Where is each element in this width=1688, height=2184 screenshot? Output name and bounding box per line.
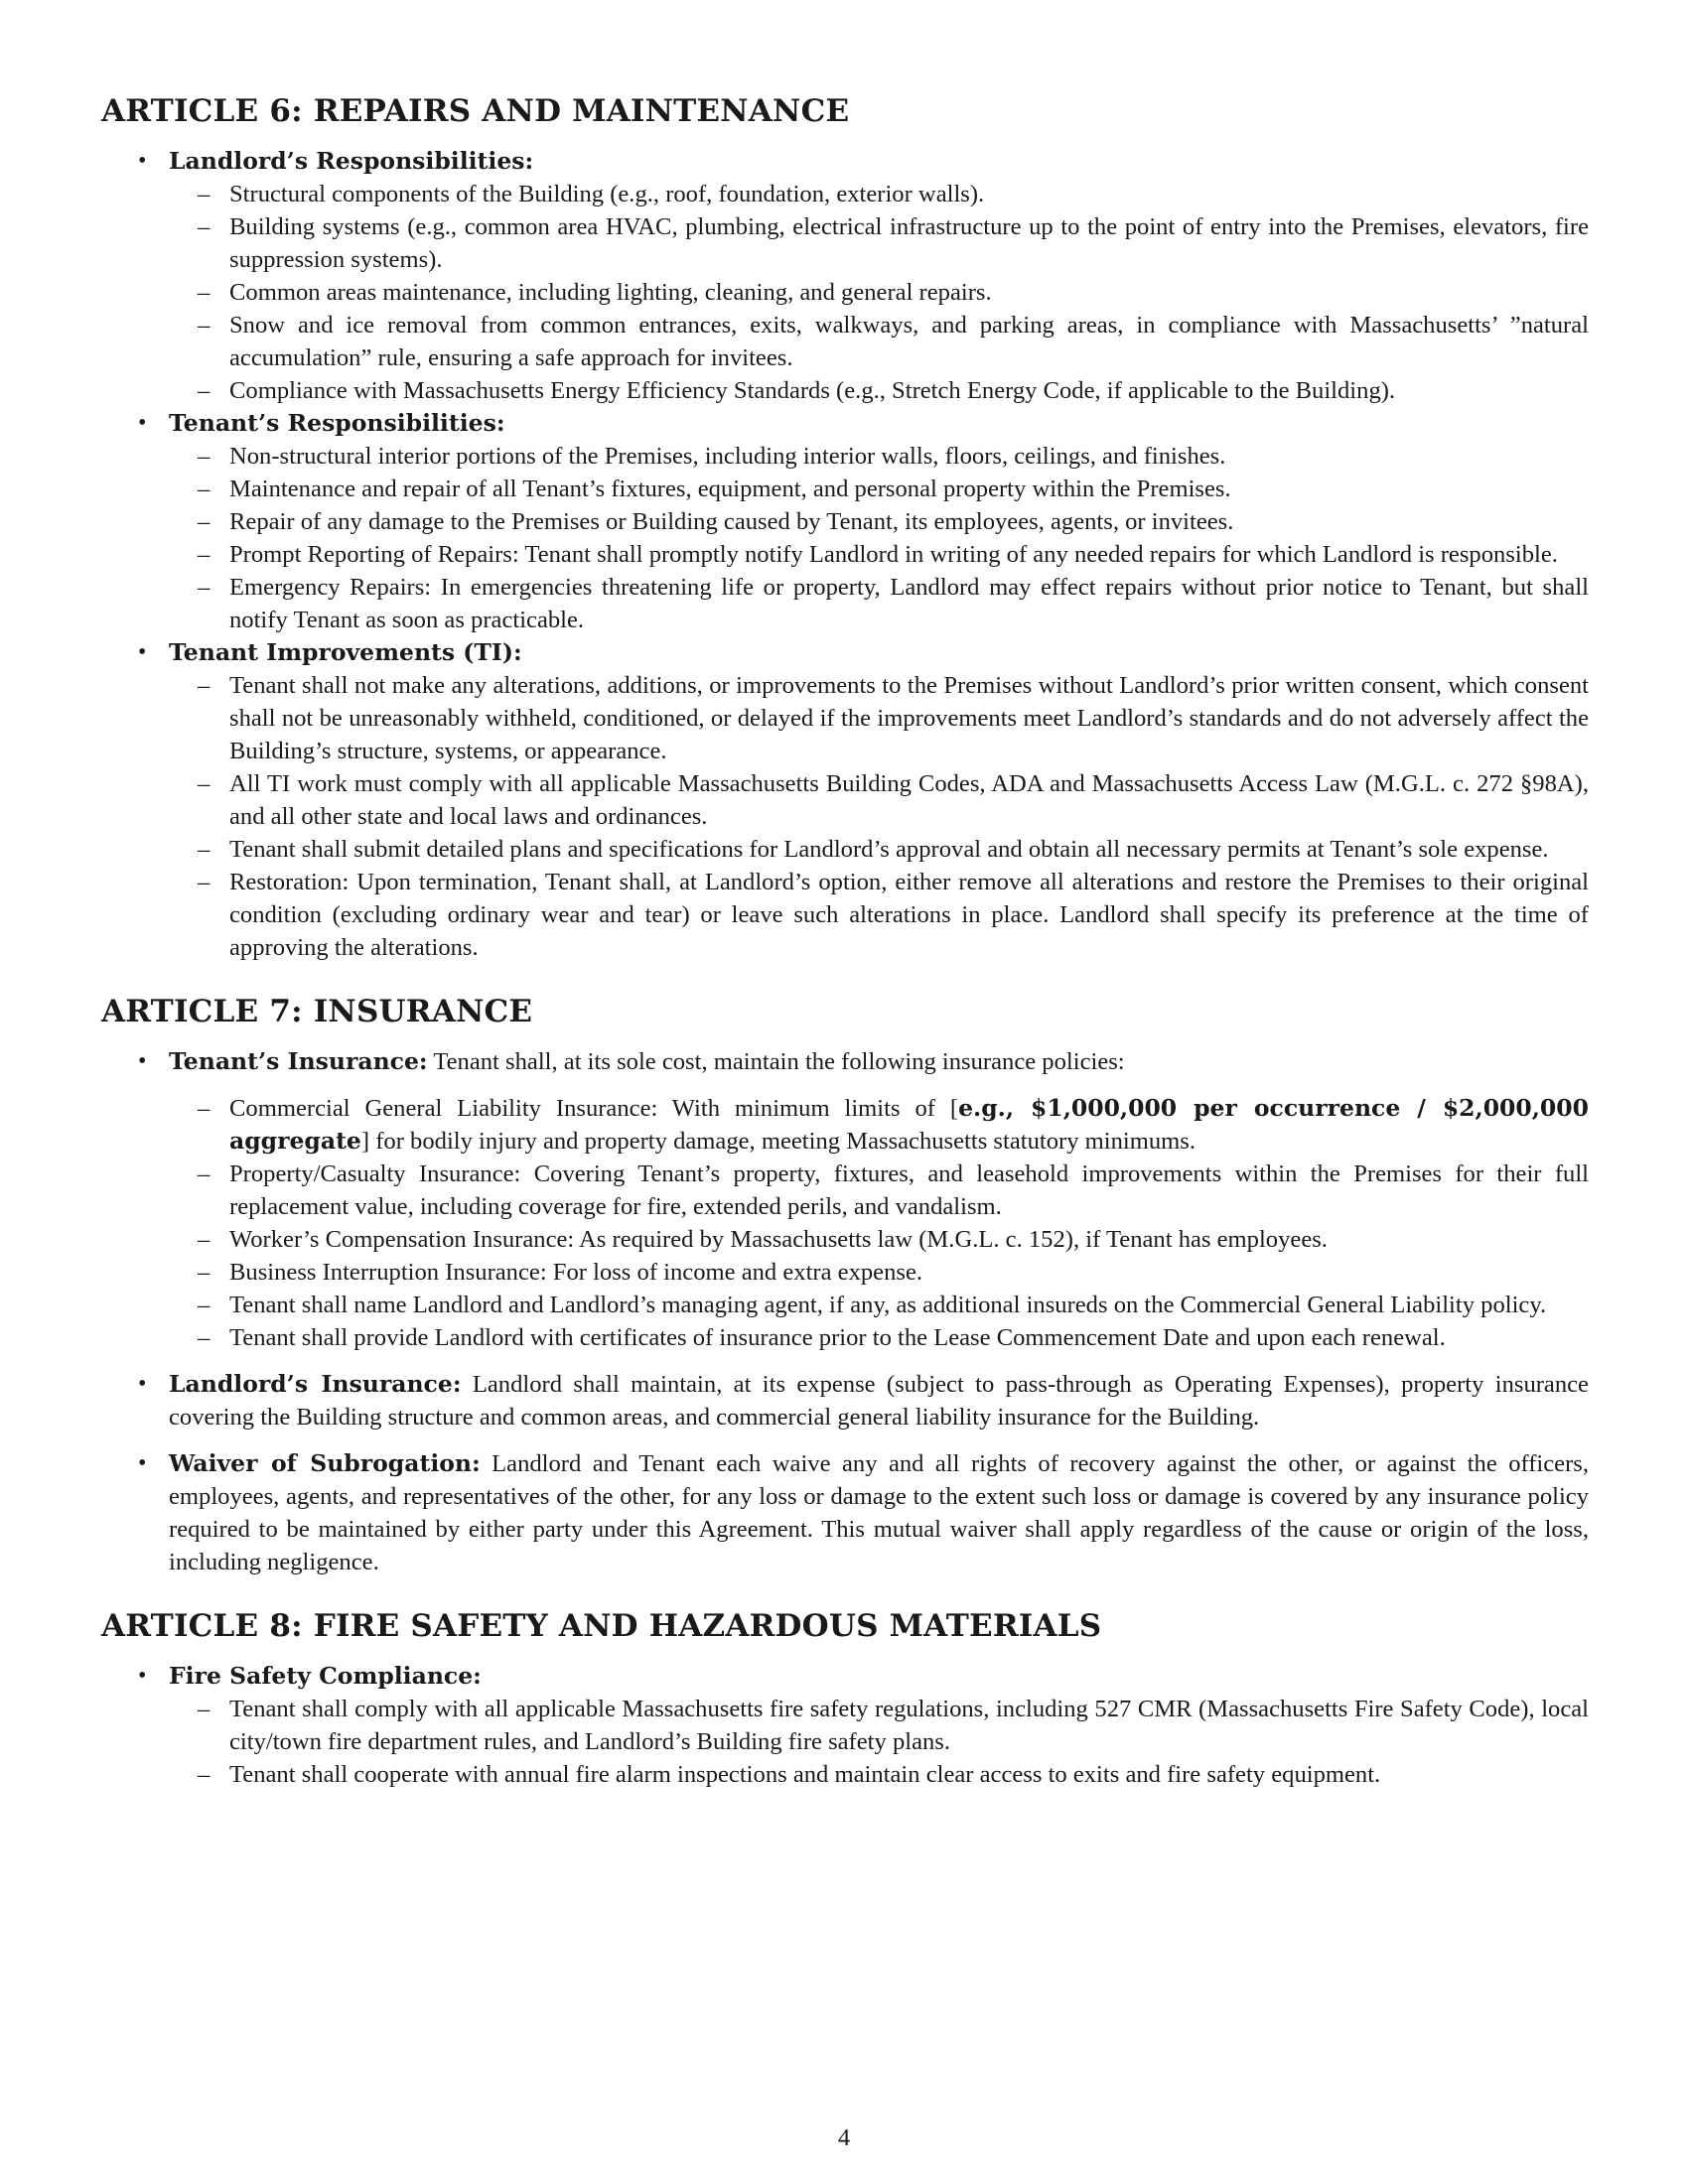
tenant-responsibilities xyxy=(101,407,1589,636)
list-item: – Prompt Reporting of Repairs: Tenant shall promptly notify Landlord in writing of any needed repairs for which Landlord is responsible. xyxy=(169,538,1589,571)
waiver-of-subrogation xyxy=(101,1447,1589,1578)
cgl-text-post: ] for bodily injury and property damage, meeting Massachusetts statutory minimums. xyxy=(360,1128,1196,1155)
article-7-list xyxy=(101,1045,1589,1578)
tenant-insurance-text: Tenant shall, at its sole cost, maintain the following insurance policies: xyxy=(427,1048,1125,1075)
landlord-insurance-label: Landlord’s Insurance: xyxy=(169,1370,462,1398)
article-7-heading: ARTICLE 7: INSURANCE xyxy=(101,994,533,1029)
list-item: – Compliance with Massachusetts Energy Efficiency Standards (e.g., Stretch Energy Code, if applicable to the Building). xyxy=(169,374,1589,407)
tenant-insurance xyxy=(101,1045,1589,1354)
tenant-responsibilities-label: Tenant’s Responsibilities: xyxy=(169,409,505,437)
list-item: – Worker’s Compensation Insurance: As required by Massachusetts law (M.G.L. c. 152), if Tenant has employees. xyxy=(169,1223,1589,1256)
fire-safety-items xyxy=(169,1693,1589,1791)
fire-safety-label: Fire Safety Compliance: xyxy=(169,1662,482,1690)
tenant-insurance-label: Tenant’s Insurance: xyxy=(169,1047,428,1075)
article-6-list xyxy=(101,145,1589,964)
list-item: – Tenant shall provide Landlord with certificates of insurance prior to the Lease Commencement Date and upon each renewal. xyxy=(169,1321,1589,1354)
tenant-insurance-items xyxy=(169,1092,1589,1354)
landlord-responsibilities xyxy=(101,145,1589,407)
tenant-responsibilities-items xyxy=(169,440,1589,636)
article-6-heading: ARTICLE 6: REPAIRS AND MAINTENANCE xyxy=(101,93,850,129)
waiver-text: Landlord and Tenant each waive any and all rights of recovery against the other, or against the officers, employees, agents, and representatives of the other, for any loss or damage to the extent such loss or damage is covered by any insurance policy required to be maintained by either party under this Agreement. This mutual waiver shall apply regardless of the cause or origin of the loss, including negligence. xyxy=(169,1450,1590,1575)
article-8-list xyxy=(101,1660,1589,1791)
cgl-limits: e.g., $1,000,000 per occurrence / $2,000,000 aggregate xyxy=(229,1094,1589,1155)
landlord-responsibilities-items xyxy=(169,178,1589,407)
list-item: – Snow and ice removal from common entrances, exits, walkways, and parking areas, in compliance with Massachusetts’ ”natural accumulation” rule, ensuring a safe approach for invitees. xyxy=(169,309,1589,374)
landlord-insurance-text: Landlord shall maintain, at its expense (subject to pass-through as Operating Expenses), property insurance covering the Building structure and common areas, and commercial general liability insurance for the Building. xyxy=(169,1371,1589,1431)
document-page xyxy=(101,91,1589,1791)
list-item xyxy=(169,1092,1589,1158)
list-item: – Property/Casualty Insurance: Covering Tenant’s property, fixtures, and leasehold improvements within the Premises for their full replacement value, including coverage for fire, extended perils, and vandalism. xyxy=(169,1158,1589,1223)
tenant-improvements-items xyxy=(169,669,1589,964)
list-item: – Tenant shall cooperate with annual fire alarm inspections and maintain clear access to exits and fire safety equipment. xyxy=(169,1758,1589,1791)
list-item: – Building systems (e.g., common area HVAC, plumbing, electrical infrastructure up to the point of entry into the Premises, elevators, fire suppression systems). xyxy=(169,210,1589,276)
list-item: – Restoration: Upon termination, Tenant shall, at Landlord’s option, either remove all alterations and restore the Premises to their original condition (excluding ordinary wear and tear) or leave such alterations in place. Landlord shall specify its preference at the time of approving the alterations. xyxy=(169,866,1589,964)
list-item: – Tenant shall comply with all applicable Massachusetts fire safety regulations, including 527 CMR (Massachusetts Fire Safety Code), local city/town fire department rules, and Landlord’s Building fire safety plans. xyxy=(169,1693,1589,1758)
list-item: – Tenant shall submit detailed plans and specifications for Landlord’s approval and obtain all necessary permits at Tenant’s sole expense. xyxy=(169,833,1589,866)
tenant-improvements xyxy=(101,636,1589,964)
list-item: – All TI work must comply with all applicable Massachusetts Building Codes, ADA and Massachusetts Access Law (M.G.L. c. 272 §98A), and all other state and local laws and ordinances. xyxy=(169,767,1589,833)
tenant-improvements-label: Tenant Improvements (TI): xyxy=(169,638,522,666)
list-item: – Structural components of the Building (e.g., roof, foundation, exterior walls). xyxy=(169,178,1589,210)
list-item: – Emergency Repairs: In emergencies threatening life or property, Landlord may effect repairs without prior notice to Tenant, but shall notify Tenant as soon as practicable. xyxy=(169,571,1589,636)
list-item: – Maintenance and repair of all Tenant’s fixtures, equipment, and personal property within the Premises. xyxy=(169,473,1589,505)
list-item: – Tenant shall name Landlord and Landlord’s managing agent, if any, as additional insureds on the Commercial General Liability policy. xyxy=(169,1289,1589,1321)
cgl-text-pre: Commercial General Liability Insurance: With minimum limits of [ xyxy=(229,1095,959,1122)
landlord-responsibilities-label: Landlord’s Responsibilities: xyxy=(169,147,534,175)
article-8-heading: ARTICLE 8: FIRE SAFETY AND HAZARDOUS MATERIALS xyxy=(101,1608,1102,1644)
list-item: – Business Interruption Insurance: For loss of income and extra expense. xyxy=(169,1256,1589,1289)
list-item: – Repair of any damage to the Premises or Building caused by Tenant, its employees, agents, or invitees. xyxy=(169,505,1589,538)
list-item: – Tenant shall not make any alterations, additions, or improvements to the Premises without Landlord’s prior written consent, which consent shall not be unreasonably withheld, conditioned, or delayed if the improvements meet Landlord’s standards and do not adversely affect the Building’s structure, systems, or appearance. xyxy=(169,669,1589,767)
waiver-label: Waiver of Subrogation: xyxy=(169,1449,481,1477)
page-number: 4 xyxy=(837,2124,851,2151)
fire-safety-compliance xyxy=(101,1660,1589,1791)
list-item: – Common areas maintenance, including lighting, cleaning, and general repairs. xyxy=(169,276,1589,309)
list-item: – Non-structural interior portions of the Premises, including interior walls, floors, ceilings, and finishes. xyxy=(169,440,1589,473)
landlord-insurance xyxy=(101,1368,1589,1433)
